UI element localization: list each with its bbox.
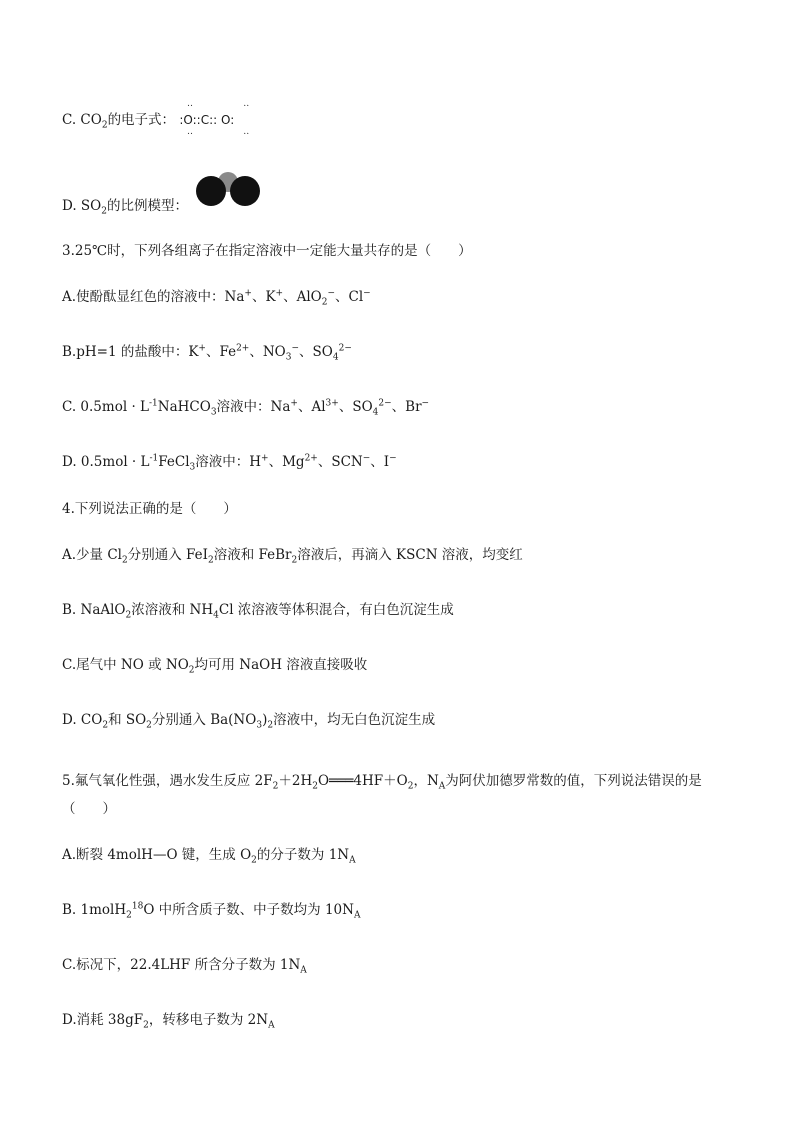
option-text: 、Mg <box>268 454 305 470</box>
option-text: 分别通入 FeI <box>127 547 208 563</box>
option-text: Cl 浓溶液等体积混合，有白色沉淀生成 <box>218 602 454 618</box>
option-text: A.少量 Cl <box>62 547 122 563</box>
option-text: 溶液后，再滴入 KSCN 溶液，均变红 <box>297 547 523 563</box>
option-text: 溶液中：Na <box>216 399 291 415</box>
q3-option-d <box>62 452 397 472</box>
question-text: ，N <box>413 773 439 789</box>
option-text: ) <box>262 712 268 728</box>
q3-stem <box>62 241 472 261</box>
superscript: 2− <box>338 343 352 354</box>
option-text: 、Cl <box>335 289 364 305</box>
option-text: 、Br <box>391 399 422 415</box>
option-text: O 中所含质子数、中子数均为 10N <box>143 902 354 918</box>
option-text: 、SCN <box>317 454 363 470</box>
subscript: A <box>438 781 446 792</box>
option-text: B. 1molH <box>62 902 127 918</box>
option-text: 、K <box>251 289 276 305</box>
superscript: − <box>421 398 430 409</box>
superscript: -1 <box>149 453 159 464</box>
question-text: ＋2H <box>278 773 313 789</box>
option-text: 、Al <box>297 399 326 415</box>
option-text: A.使酚酞显红色的溶液中：Na <box>62 289 245 305</box>
superscript: 2+ <box>304 453 318 464</box>
subscript: 2 <box>207 555 214 566</box>
q3-option-b <box>62 342 352 362</box>
option-text: 、Fe <box>205 344 237 360</box>
superscript: − <box>327 288 336 299</box>
superscript: − <box>363 288 371 299</box>
subscript: 2 <box>407 781 414 792</box>
question-text: O═══4HF＋O <box>317 773 408 789</box>
superscript: − <box>362 453 371 464</box>
question-text: 4.下列说法正确的是（ ） <box>62 501 237 517</box>
option-text: 的分子数为 1N <box>256 847 350 863</box>
superscript: + <box>261 453 269 464</box>
q4-option-a <box>62 545 523 565</box>
subscript: 2 <box>312 781 318 792</box>
q5-option-c <box>62 955 307 975</box>
q4-option-c <box>62 655 367 675</box>
option-text: A.断裂 4molH—O 键，生成 O <box>62 847 252 863</box>
superscript: + <box>290 398 298 409</box>
option-text: 、AlO <box>283 289 322 305</box>
subscript: A <box>349 855 356 866</box>
q3-option-a <box>62 287 371 307</box>
subscript: 3 <box>210 407 217 418</box>
q5-option-a <box>62 845 356 865</box>
option-text: C.尾气中 NO 或 NO <box>62 657 189 673</box>
subscript: 4 <box>372 407 379 418</box>
electron-dots-bottom: ‥ ‥ <box>187 127 256 137</box>
superscript: 2+ <box>236 343 250 354</box>
option-text: 均可用 NaOH 溶液直接吸收 <box>194 657 368 673</box>
subscript: 2 <box>251 855 257 866</box>
q4-option-b <box>62 600 454 620</box>
co2-electron-formula <box>179 113 234 127</box>
superscript: + <box>244 288 252 299</box>
subscript: 3 <box>256 720 263 731</box>
option-text: NaHCO <box>157 399 211 415</box>
option-text: FeCl <box>158 454 190 470</box>
subscript: 3 <box>189 462 196 473</box>
q4-stem <box>62 499 237 519</box>
subscript: A <box>300 965 307 976</box>
subscript: 3 <box>285 352 292 363</box>
q5-stem <box>62 771 702 791</box>
superscript: + <box>198 343 206 354</box>
q5-stem-continued <box>62 799 116 819</box>
option-text: 、I <box>370 454 390 470</box>
superscript: -1 <box>149 398 158 409</box>
option-text: B. NaAlO <box>62 602 126 618</box>
q3-option-c <box>62 397 429 417</box>
superscript: − <box>291 343 300 354</box>
question-text: 5.氟气氧化性强，遇水发生反应 2F <box>62 773 273 789</box>
subscript: 2 <box>272 781 279 792</box>
q5-option-d <box>62 1010 275 1030</box>
subscript: 2 <box>291 555 298 566</box>
subscript: 2 <box>121 555 128 566</box>
subscript: 2 <box>101 206 107 217</box>
option-text: 和 SO <box>108 712 147 728</box>
subscript: 2 <box>321 297 328 308</box>
formula-text: :O::C:: O: <box>179 113 235 127</box>
option-text: C.标况下，22.4LHF 所含分子数为 1N <box>62 957 301 973</box>
oxygen-atom-left <box>196 176 226 206</box>
superscript: 3+ <box>325 398 339 409</box>
subscript: A <box>353 910 361 921</box>
option-text: 溶液和 FeBr <box>213 547 292 563</box>
subscript: A <box>268 1020 275 1031</box>
option-text: D.消耗 38gF <box>62 1012 144 1028</box>
option-text: 、SO <box>338 399 373 415</box>
subscript: 2 <box>126 910 132 921</box>
so2-space-filling-model <box>194 170 264 208</box>
q5-option-b <box>62 900 360 920</box>
subscript: 2 <box>125 610 132 621</box>
option-text: 、NO <box>249 344 286 360</box>
subscript: 2 <box>188 665 195 676</box>
superscript: − <box>389 453 397 464</box>
option-text: 、SO <box>299 344 333 360</box>
question-text: 为阿伏加德罗常数的值，下列说法错误的是 <box>445 773 702 789</box>
subscript: 4 <box>213 610 219 621</box>
subscript: 4 <box>332 352 339 363</box>
subscript: 2 <box>146 720 152 731</box>
q4-option-d <box>62 710 435 730</box>
option-text: ，转移电子数为 2N <box>148 1012 269 1028</box>
subscript: 2 <box>143 1020 149 1031</box>
option-text: 的比例模型： <box>106 198 188 214</box>
option-text: D. CO <box>62 712 103 728</box>
option-text: D. 0.5mol · L <box>62 454 150 470</box>
option-text: 浓溶液和 NH <box>131 602 214 618</box>
subscript: 2 <box>102 720 109 731</box>
option-text: B.pH=1 的盐酸中：K <box>62 344 199 360</box>
option-text: D. SO <box>62 198 102 214</box>
subscript: 2 <box>267 720 274 731</box>
question-text: 3.25℃时，下列各组离子在指定溶液中一定能大量共存的是（ ） <box>62 243 472 259</box>
option-text: 溶液中，均无白色沉淀生成 <box>273 712 436 728</box>
option-text: 溶液中：H <box>195 454 262 470</box>
oxygen-atom-right <box>230 176 260 206</box>
option-text: C. CO <box>62 112 102 128</box>
option-text: 的电子式： <box>107 112 176 128</box>
electron-dots-top: ‥ ‥ <box>187 99 256 109</box>
option-text: C. 0.5mol · L <box>62 399 149 415</box>
option-text: 分别通入 Ba(NO <box>151 712 257 728</box>
superscript: + <box>275 288 284 299</box>
superscript: 18 <box>131 901 144 912</box>
superscript: 2− <box>378 398 392 409</box>
subscript: 2 <box>101 120 108 131</box>
question-text: （ ） <box>62 801 116 817</box>
q2-option-d <box>62 196 188 216</box>
